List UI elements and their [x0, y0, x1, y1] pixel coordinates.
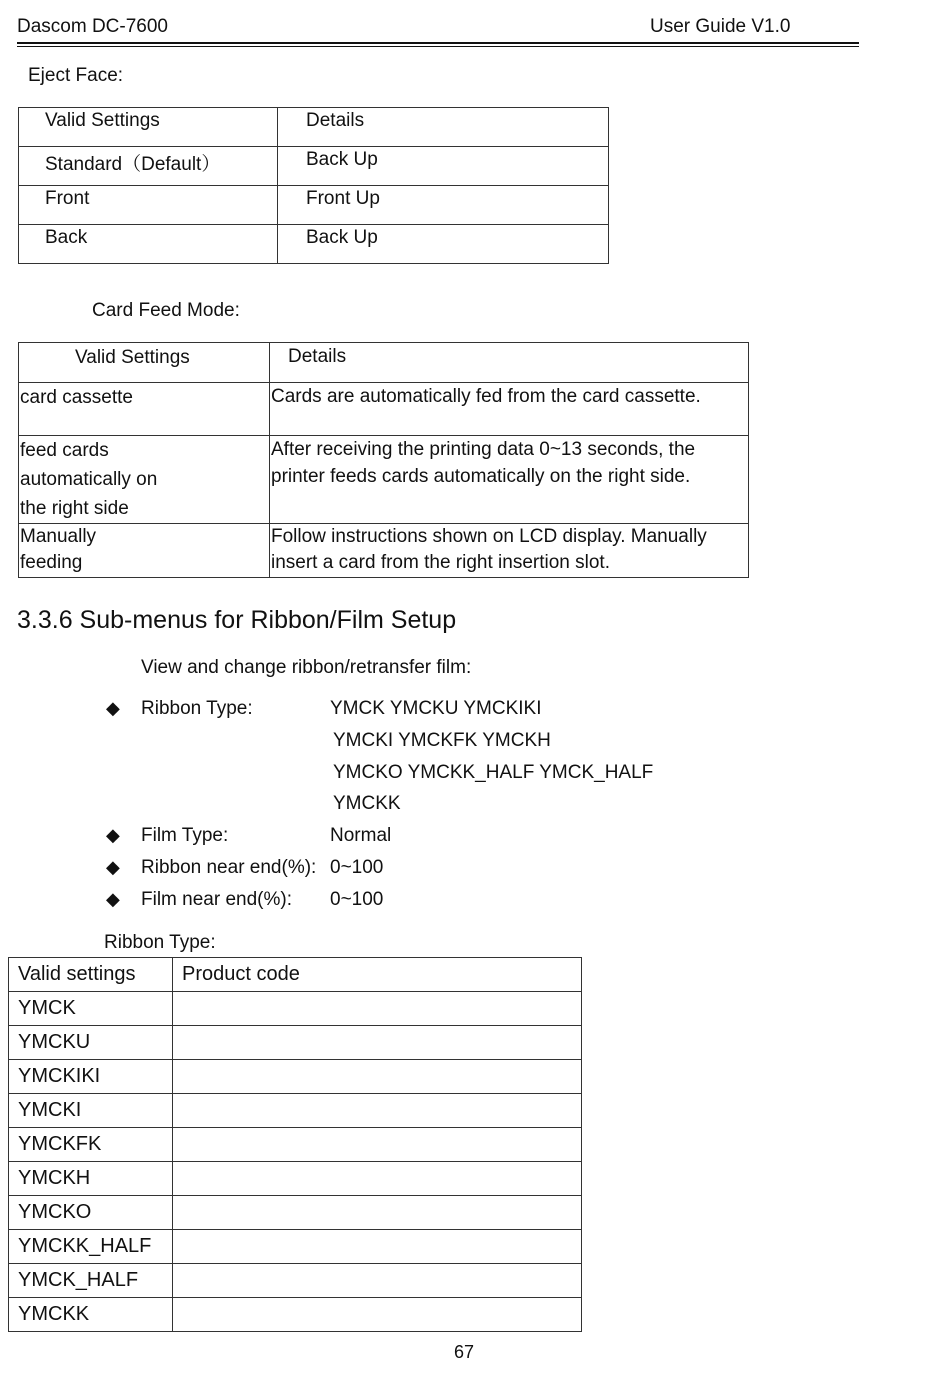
cell-line: automatically on	[20, 469, 158, 490]
cell-line: After receiving the printing data 0~13 seconds, the	[271, 439, 696, 460]
cell-line: Follow instructions shown on LCD display. Manually	[271, 526, 707, 547]
table-row	[9, 1162, 582, 1196]
column-header: Product code	[173, 958, 582, 992]
header-guide-version: User Guide V1.0	[650, 16, 791, 37]
table-cell	[173, 1026, 582, 1060]
column-header: Valid Settings	[19, 108, 278, 147]
table-cell	[173, 1094, 582, 1128]
table-cell: YMCKIKI	[9, 1060, 173, 1094]
cell-line: Manually	[20, 526, 97, 547]
table-cell: YMCKK	[9, 1298, 173, 1332]
ribbon-type-values-line: YMCKK	[333, 793, 401, 814]
table-cell	[173, 1060, 582, 1094]
table-cell	[173, 1196, 582, 1230]
card-feed-mode-label: Card Feed Mode:	[92, 300, 240, 321]
table-cell: YMCKU	[9, 1026, 173, 1060]
film-near-end-label: Film near end(%):	[141, 889, 292, 910]
eject-face-table	[18, 107, 609, 264]
table-row	[9, 1298, 582, 1332]
table-cell: Standard（Default）	[19, 147, 278, 186]
table-header-row	[19, 108, 609, 147]
table-cell	[173, 1128, 582, 1162]
table-row	[19, 436, 749, 524]
table-row	[19, 225, 609, 264]
column-header: Valid settings	[9, 958, 173, 992]
table-cell: YMCK_HALF	[9, 1264, 173, 1298]
header-rule-thin	[17, 46, 859, 47]
table-cell	[173, 1230, 582, 1264]
diamond-bullet-icon: ◆	[106, 825, 120, 845]
table-cell	[173, 1264, 582, 1298]
ribbon-type-table-label: Ribbon Type:	[104, 932, 216, 953]
column-header: Valid Settings	[19, 343, 270, 383]
table-cell: Back Up	[278, 225, 609, 264]
page-number: 67	[454, 1342, 475, 1362]
table-cell: YMCKK_HALF	[9, 1230, 173, 1264]
table-row	[9, 1196, 582, 1230]
table-cell: YMCKI	[9, 1094, 173, 1128]
table-cell: Front	[19, 186, 278, 225]
table-row	[9, 1128, 582, 1162]
diamond-bullet-icon: ◆	[106, 889, 120, 909]
table-row	[9, 1094, 582, 1128]
cell-line: printer feeds cards automatically on the right side.	[271, 466, 691, 487]
table-row	[9, 1230, 582, 1264]
table-cell: Back Up	[278, 147, 609, 186]
ribbon-type-table	[8, 957, 582, 1332]
cell-line: the right side	[20, 498, 129, 519]
ribbon-type-values-line: YMCKI YMCKFK YMCKH	[333, 730, 551, 751]
table-cell	[173, 992, 582, 1026]
cell-line: card cassette	[20, 387, 133, 408]
section-intro: View and change ribbon/retransfer film:	[141, 657, 472, 678]
table-row	[19, 186, 609, 225]
film-type-label: Film Type:	[141, 825, 229, 846]
table-header-row	[19, 343, 749, 383]
ribbon-type-values-line: YMCKO YMCKK_HALF YMCK_HALF	[333, 762, 654, 783]
cell-line: feeding	[20, 552, 83, 573]
cell-line: feed cards	[20, 440, 109, 461]
ribbon-type-values-line: YMCK YMCKU YMCKIKI	[330, 698, 542, 719]
table-cell: Back	[19, 225, 278, 264]
table-cell: Front Up	[278, 186, 609, 225]
table-row	[19, 147, 609, 186]
table-row	[19, 383, 749, 436]
ribbon-near-end-value: 0~100	[330, 857, 384, 878]
film-type-value: Normal	[330, 825, 392, 846]
film-near-end-value: 0~100	[330, 889, 384, 910]
table-cell	[19, 436, 270, 524]
table-row	[9, 1060, 582, 1094]
table-row	[9, 1026, 582, 1060]
table-cell: YMCK	[9, 992, 173, 1026]
header-rule-thick	[17, 42, 859, 44]
table-cell	[270, 524, 749, 578]
header-document-title: Dascom DC-7600	[17, 16, 168, 37]
table-cell	[173, 1162, 582, 1196]
eject-face-label: Eject Face:	[28, 65, 124, 86]
ribbon-near-end-label: Ribbon near end(%):	[141, 857, 317, 878]
table-cell	[270, 383, 749, 436]
table-row	[19, 524, 749, 578]
card-feed-table	[18, 342, 749, 578]
section-heading: 3.3.6 Sub-menus for Ribbon/Film Setup	[17, 606, 457, 634]
table-cell: YMCKH	[9, 1162, 173, 1196]
column-header: Details	[270, 343, 749, 383]
table-cell	[19, 383, 270, 436]
table-cell	[270, 436, 749, 524]
table-row	[9, 1264, 582, 1298]
diamond-bullet-icon: ◆	[106, 698, 120, 718]
table-row	[9, 992, 582, 1026]
column-header: Details	[278, 108, 609, 147]
table-header-row	[9, 958, 582, 992]
table-cell	[19, 524, 270, 578]
table-cell: YMCKFK	[9, 1128, 173, 1162]
cell-line: insert a card from the right insertion slot.	[271, 552, 610, 573]
ribbon-type-label: Ribbon Type:	[141, 698, 253, 719]
table-cell: YMCKO	[9, 1196, 173, 1230]
cell-line: Cards are automatically fed from the card cassette.	[271, 386, 701, 407]
table-cell	[173, 1298, 582, 1332]
diamond-bullet-icon: ◆	[106, 857, 120, 877]
